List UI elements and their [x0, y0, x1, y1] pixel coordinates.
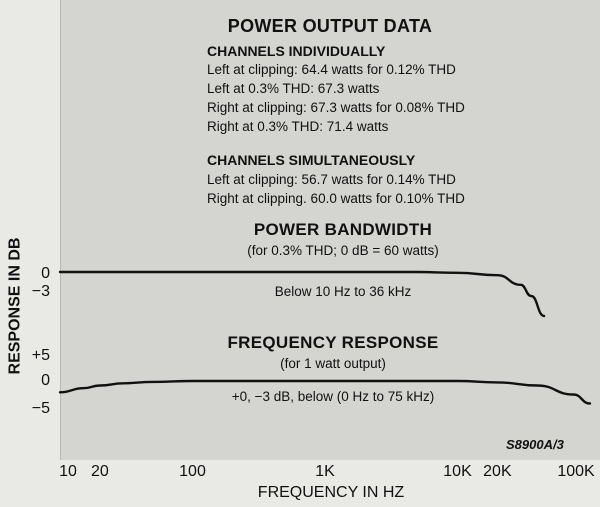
frequency-response-title: FREQUENCY RESPONSE: [227, 333, 439, 352]
power-bandwidth-title: POWER BANDWIDTH: [253, 220, 433, 239]
x-tick-label: 100K: [557, 463, 595, 480]
y-tick-label: 0: [41, 372, 50, 389]
individual-line-4: Right at 0.3% THD: 71.4 watts: [207, 119, 389, 134]
y-tick-label: −3: [31, 283, 50, 300]
x-tick-label: 1K: [315, 463, 335, 480]
x-tick-label: 20: [91, 463, 109, 480]
y-axis-label: RESPONSE IN DB: [6, 237, 24, 375]
x-tick-label: 10K: [443, 463, 472, 480]
x-axis-label: FREQUENCY IN HZ: [257, 484, 405, 501]
power-output-title: POWER OUTPUT DATA: [227, 16, 433, 36]
x-tick-label: 100: [179, 463, 206, 480]
y-tick-label: +5: [31, 347, 50, 364]
individual-line-2: Left at 0.3% THD: 67.3 watts: [207, 81, 380, 96]
y-tick-label: 0: [41, 265, 50, 282]
power-bandwidth-annotation: Below 10 Hz to 36 kHz: [274, 284, 412, 299]
frequency-response-annotation: +0, −3 dB, below (0 Hz to 75 kHz): [231, 389, 435, 404]
power-bandwidth-curve: [60, 272, 544, 316]
simultaneous-line-1: Left at clipping: 56.7 watts for 0.14% THD: [207, 172, 456, 187]
simultaneous-line-2: Right at clipping. 60.0 watts for 0.10% THD: [207, 191, 465, 206]
individual-heading: CHANNELS INDIVIDUALLY: [207, 43, 386, 59]
individual-line-1: Left at clipping: 64.4 watts for 0.12% THD: [207, 62, 456, 77]
x-tick-label: 20K: [483, 463, 512, 480]
individual-line-3: Right at clipping: 67.3 watts for 0.08% THD: [207, 100, 465, 115]
simultaneous-heading: CHANNELS SIMULTANEOUSLY: [207, 152, 416, 168]
x-tick-label: 10: [59, 463, 77, 480]
frequency-response-subtitle: (for 1 watt output): [280, 356, 386, 371]
y-tick-label: −5: [31, 400, 50, 417]
power-bandwidth-subtitle: (for 0.3% THD; 0 dB = 60 watts): [247, 243, 439, 258]
figure-reference: S8900A/3: [506, 437, 564, 452]
frequency-response-curve: [60, 381, 590, 404]
